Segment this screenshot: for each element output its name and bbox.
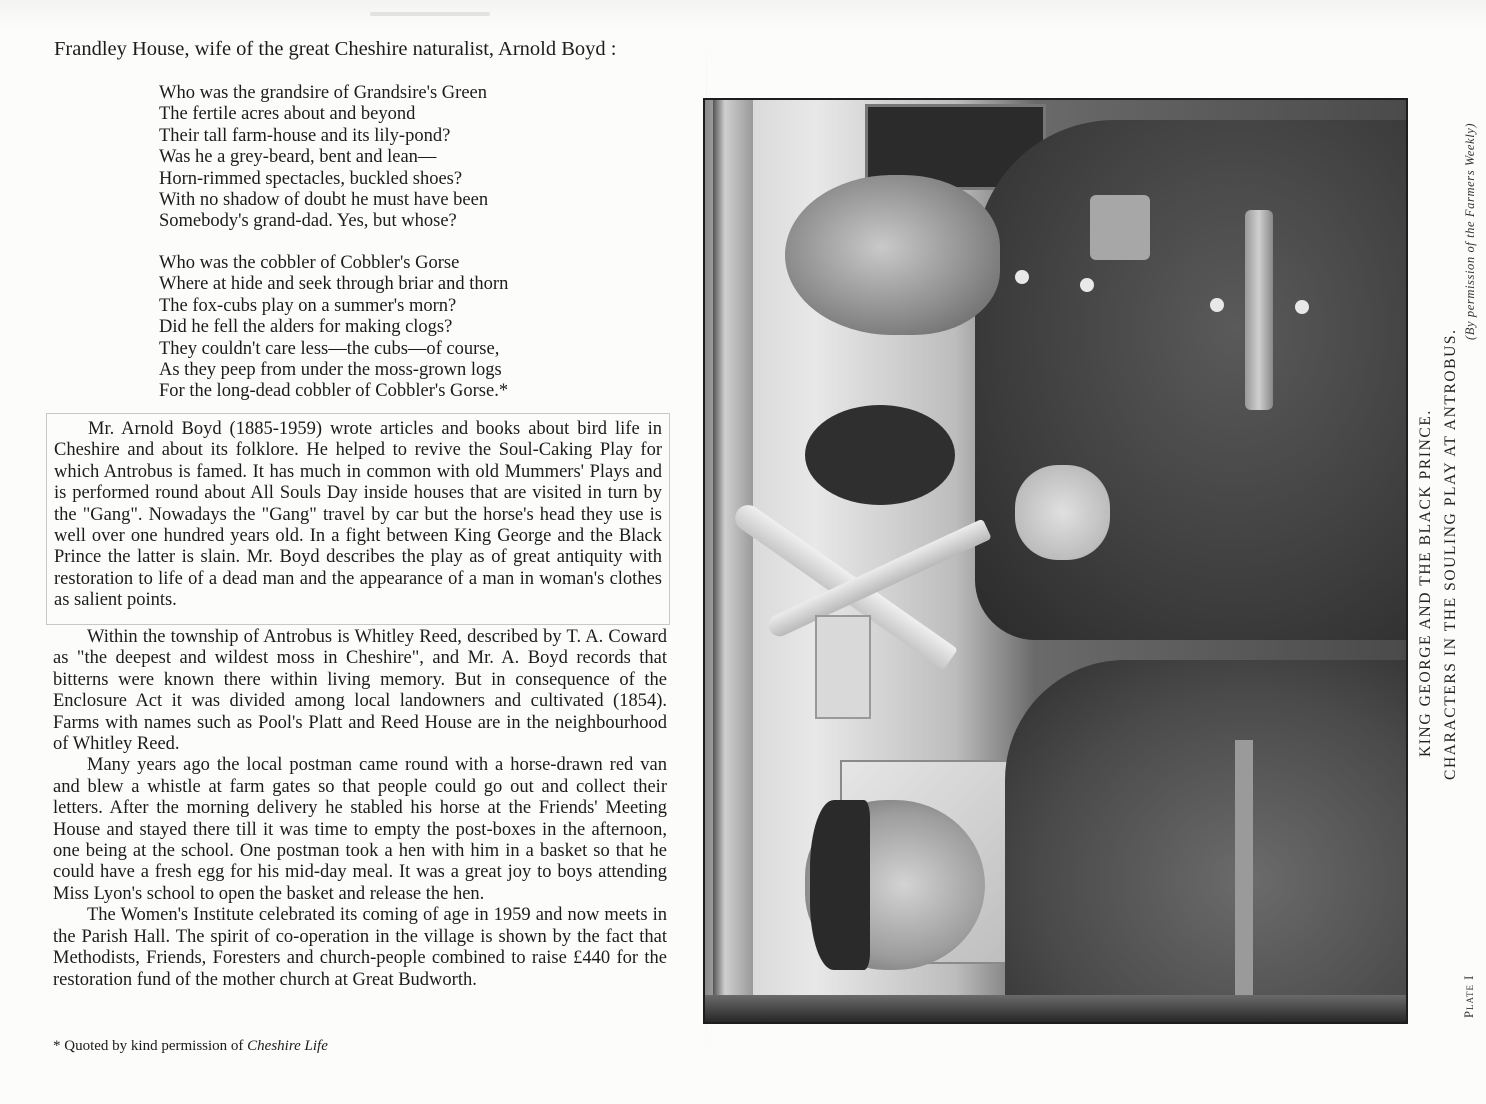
poem-line: Was he a grey-beard, bent and lean— [159,147,437,168]
photo-belt [1245,210,1273,410]
paragraph-text: Within the township of Antrobus is Whitley Reed, described by T. A. Coward as "the deepest and wildest moss in Cheshire", and Mr. A. Boyd records that bitterns were known there within living memory. But in consequence of the Enclosure Act it was divided among local landowners and cultivated (1854). Farms with names such as Pool's Platt and Reed House are in the neighbourhood of Whitley Reed. [53,627,667,755]
boxed-paragraph [46,413,670,625]
poem-stanza-2 [159,253,619,403]
poem-line: Horn-rimmed spectacles, buckled shoes? [159,168,463,189]
paragraph-text: Many years ago the local postman came round with a horse-drawn red van and blew a whistle at farm gates so that people could go out and collect their letters. After the morning delivery he stabled his horse at the Friends' Meeting House and stayed there till it was time to empty the post-boxes in the afternoon, one being at the school. One postman took a hen with him in a basket so that he could have a fresh egg for his mid-day meal. It was a great joy to boys attending Miss Lyon's school to open the basket and release the hen. [53,755,667,904]
poem-line: Somebody's grand-dad. Yes, but whose? [159,211,457,232]
paragraph [54,419,662,612]
paragraph [53,905,667,991]
photo-button [1015,270,1029,284]
poem-line: With no shadow of doubt he must have been [159,190,489,211]
paragraph-text: Mr. Arnold Boyd (1885-1959) wrote articles and books about bird life in Cheshire and about its folklore. He helped to revive the Soul-Caking Play for which Antrobus is famed. It has much in common with old Mummers' Plays and is performed round about All Souls Day inside houses that are visited in turn by the "Gang". Nowadays the "Gang" travel by car but the horse's head they use is well over one hundred years old. In a fight between King George and the Black Prince the latter is slain. Mr. Boyd describes the play as of great antiquity with restoration to life of a dead man and the appearance of a man in woman's clothes as salient points. [54,419,662,611]
photo-figure-head [785,175,1000,335]
photo-shelf [713,100,753,1024]
plate-caption-line-1: KING GEORGE AND THE BLACK PRINCE. [1417,409,1434,757]
photo-figure-2-strap [1235,740,1253,1000]
running-header-faded [0,0,1486,34]
photo-round-shield [805,405,955,505]
poem-line: Who was the cobbler of Cobbler's Gorse [159,253,460,273]
plate-label: Plate I [1462,974,1476,1018]
plate-photograph [703,98,1408,1024]
poem-stanza-1 [159,83,619,233]
body-text [53,627,667,991]
poem-line: Where at hide and seek through briar and thorn [159,274,509,295]
plate-caption-line-2: CHARACTERS IN THE SOULING PLAY AT ANTROBUS. [1442,328,1459,780]
photo-bottom-strip [705,995,1408,1024]
photo-pocket [1090,195,1150,260]
photo-button [1295,300,1309,314]
poem-line: The fertile acres about and beyond [159,104,416,125]
poem-line: Their tall farm-house and its lily-pond? [159,125,451,146]
poem-line: The fox-cubs play on a summer's morn? [159,295,457,316]
poem-line: Who was the grandsire of Grandsire's Green [159,83,487,103]
photo-button [1080,278,1094,292]
plate-credit: (By permission of the Farmers Weekly) [1463,122,1477,340]
poem-line: For the long-dead cobbler of Cobbler's Gorse.* [159,381,509,402]
footnote-text: * Quoted by kind permission of [53,1038,248,1054]
photo-figure-body [975,120,1408,640]
photo-figure-2-body [1005,660,1408,1024]
poem-line: Did he fell the alders for making clogs? [159,317,453,338]
poem-line: They couldn't care less—the cubs—of course, [159,338,500,359]
photo-button [1210,298,1224,312]
paragraph-text: The Women's Institute celebrated its coming of age in 1959 and now meets in the Parish Hall. The spirit of co-operation in the village is shown by the fact that Methodists, Friends, Foresters and church-people combined to raise £440 for the restoration fund of the mother church at Great Budworth. [53,905,667,990]
poem-line: As they peep from under the moss-grown logs [159,360,502,381]
paragraph [53,627,667,755]
footnote [53,1036,328,1056]
photo-figure-2-cap [810,800,870,970]
intro-line: Frandley House, wife of the great Cheshire naturalist, Arnold Boyd : [54,38,617,60]
photo-hands [1015,465,1110,560]
photo-wall-picture [815,615,871,719]
footnote-source: Cheshire Life [247,1038,328,1054]
paragraph [53,755,667,905]
